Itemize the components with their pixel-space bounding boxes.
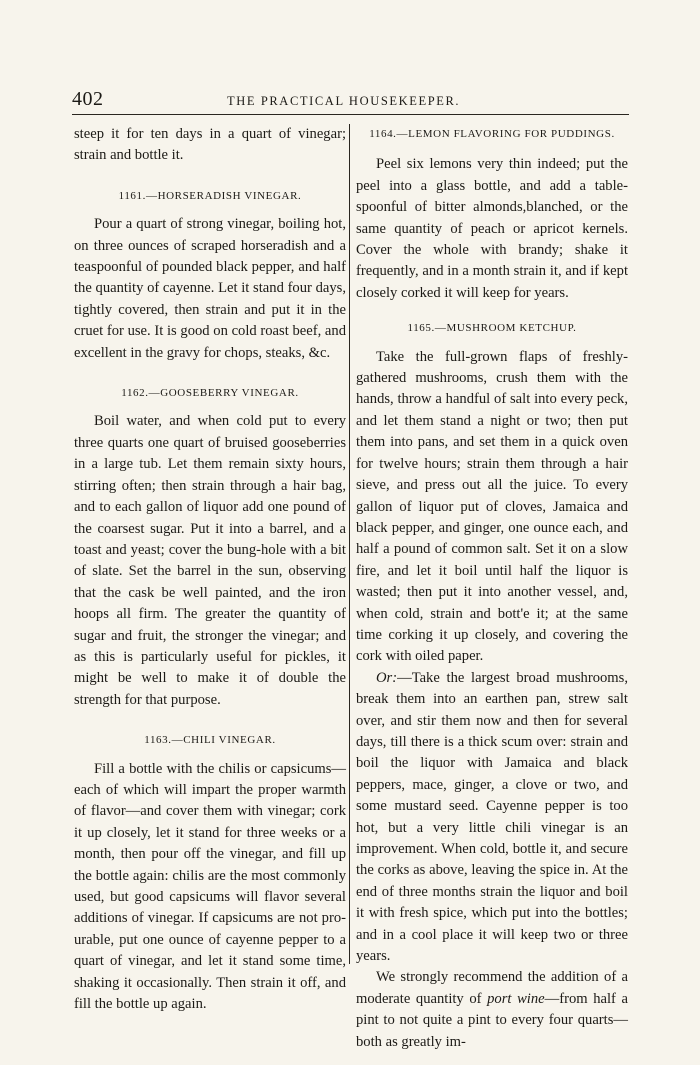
recommendation-emphasis: port wine: [487, 990, 545, 1007]
recommendation-paragraph: [356, 967, 628, 1053]
page-number: 402: [72, 88, 104, 110]
recommendation-text-end: —from half a pint to not quite a pint to every four quarts—both as greatly im-: [356, 990, 628, 1050]
continuation-text: steep it for ten days in a quart of vinegar; strain and bottle it.: [74, 126, 346, 164]
recipe-title-1164: 1164.—LEMON FLAVORING FOR PUDDINGS.: [369, 128, 615, 140]
recipe-text-1162: Boil water, and when cold put to every three quarts one quart of bruised gooseberries in a large tub. Let them remain sixty hours, stirring often; then strain through a hair bag, and to each gallon of liquor add one pound of the coarsest sugar. Put it into a barrel, and a toast and yeast; cover the bung-hole with a bit of slate. Set the barrel in the sun, observing that the cask be well painted, and the iron hoops all firm. The greater the quantity of sugar and fruit, the stronger the vinegar; and as this is particularly useful for pickles, it might be well to make it of double the strength for that purpose.: [74, 413, 346, 708]
left-column: [74, 124, 346, 1015]
right-column: [356, 124, 628, 1053]
recipe-title-1162: 1162.—GOOSEBERRY VINEGAR.: [121, 387, 299, 400]
recipe-title-1165: 1165.—MUSHROOM KETCHUP.: [407, 322, 577, 335]
recipe-text-1164: Peel six lemons very thin indeed; put the peel into a glass bottle, and add a table-spoonful of bitter almonds,blanched, or the same quantity of peach or apricot kernels. Cover the whole with brandy; shake it frequently, and in a month strain it, and if kept closely corked it will keep for years.: [356, 156, 628, 301]
running-title: THE PRACTICAL HOUSEKEEPER.: [227, 94, 461, 108]
alternative-text: —Take the largest broad mushrooms, break them into an earthen pan, strew salt over, and stir them now and then for several days, till there is a thick scum over: strain and boil the liquor with Jamaica and black peppers, mace, ginger, a clove or two, and some mustard seed. Cayenne pepper is too hot, but a very little chili vinegar is an improvement. When cold, bottle it, and secure the corks as above, leaving the spice in. At the end of three months strain the liquor and boil it with fresh spice, which put into the bottles; and in a cool place it will keep two or three years.: [356, 669, 628, 965]
column-divider: [349, 124, 350, 964]
recipe-text-1161: Pour a quart of strong vinegar, boiling hot, on three ounces of scraped horseradish and a teaspoonful of pounded black pepper, and half the quantity of cayenne. Let it stand four days, tightly covered, then strain and put it in the cruet for use. It is good on cold roast beef, and excellent in the gravy for chops, steaks, &c.: [74, 216, 346, 361]
recipe-title-1163: 1163.—CHILI VINEGAR.: [144, 734, 276, 747]
page-header: [72, 88, 629, 115]
recipe-title-1161: 1161.—HORSERADISH VINEGAR.: [118, 189, 302, 202]
recommendation-text-start: We strongly recommend the addition of a moderate quantity of: [356, 969, 628, 1007]
recipe-text-1163: Fill a bottle with the chilis or capsicums—each of which will impart the proper warmth of flavor—and cover them with vinegar; cork it up closely, let it stand for three weeks or a month, then pour off the vinegar, and fill up the bottle again: chilis are the most commonly used, but good capsicums will flavor several additions of vinegar. If capsicums are not pro-urable, put one ounce of cayenne pepper to a quart of vinegar, and let it stand some time, shaking it occasionally. Then strain it off, and fill the bottle up again.: [74, 760, 346, 1013]
recipe-alternative-1165: [356, 668, 628, 968]
alternative-label: Or:: [376, 669, 398, 686]
recipe-text-1165: Take the full-grown flaps of freshly-gathered mushrooms, crush them with the hands, throw a handful of salt into every peck, and let them stand a night or two; then put them into pans, and set them in a quick oven for twelve hours; strain them through a hair sieve, and press out all the juice. To every gallon of liquor put of cloves, Jamaica and black pepper, and ginger, one ounce each, and half a pound of common salt. Set it on a slow fire, and let it boil until half the liquor is wasted; then put it into another vessel, and, when cold, strain and bott'e it; at the same time corking it up closely, and covering the cork with oiled paper.: [356, 348, 628, 665]
